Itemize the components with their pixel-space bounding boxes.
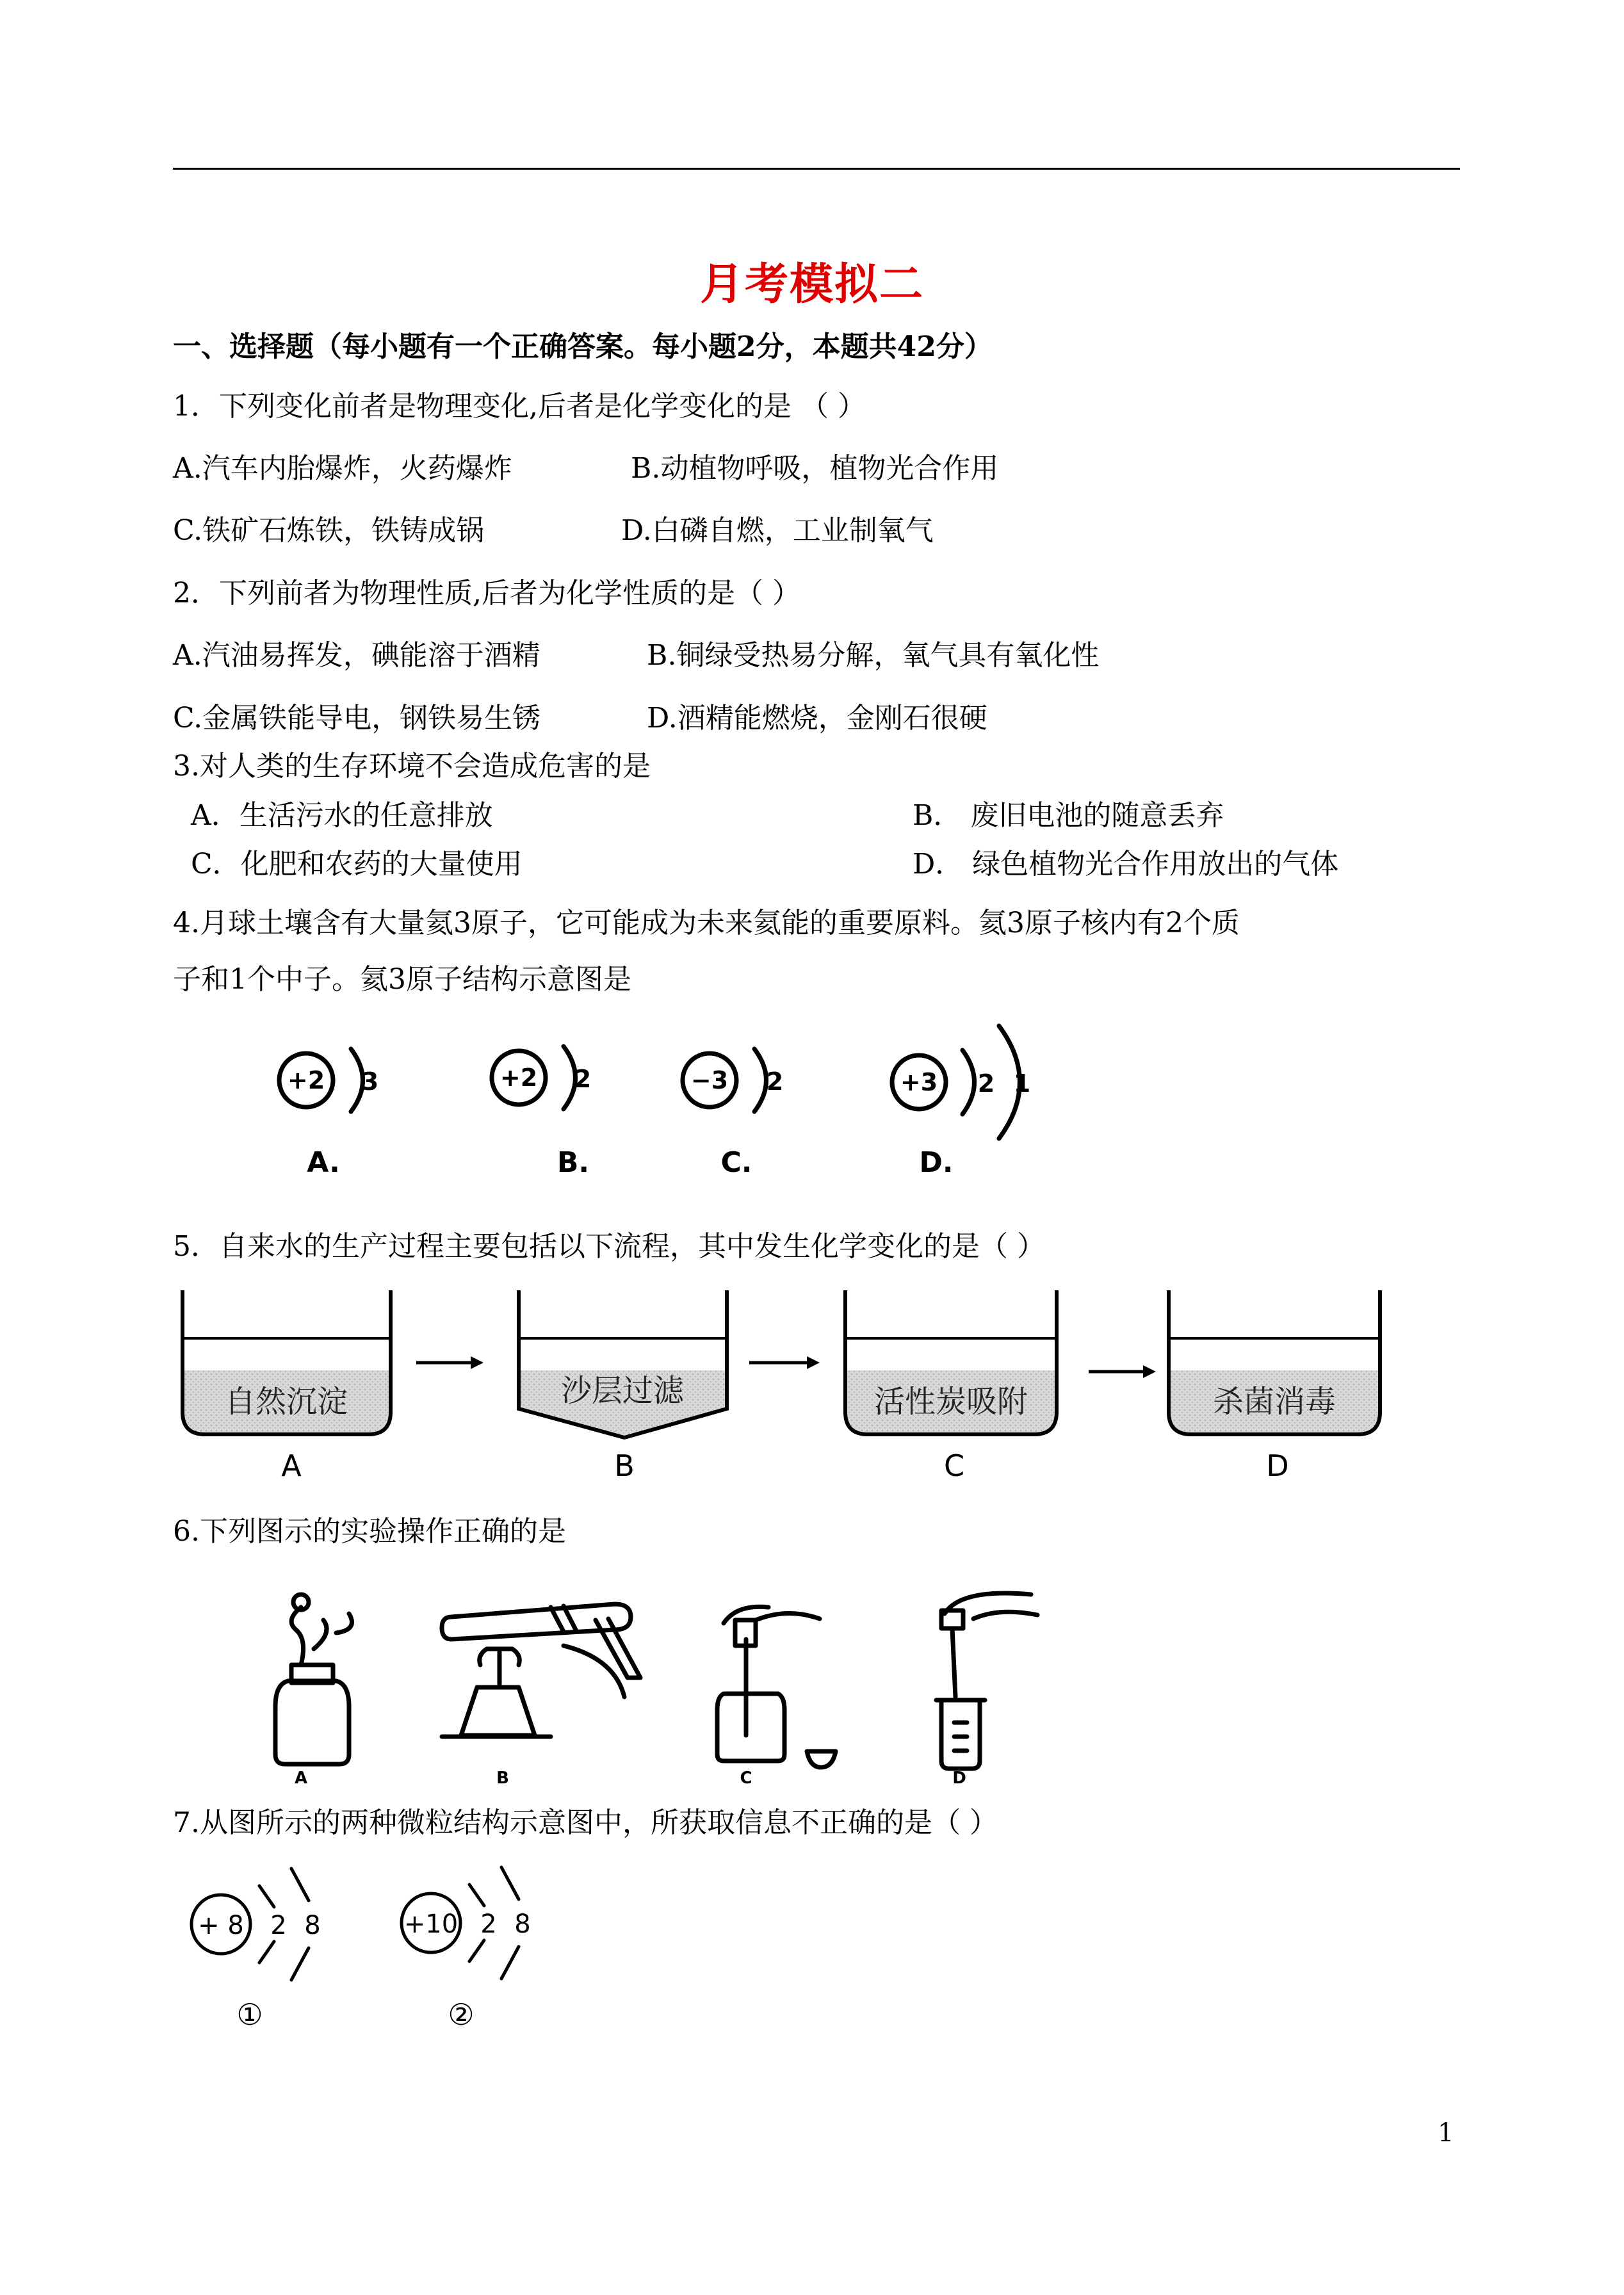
q7-p1-shell-2: 8: [304, 1911, 321, 1940]
q6-label-c: C: [740, 1769, 752, 1787]
q7-p2-label: ②: [448, 1997, 475, 2032]
q4-d-nucleus: +3: [900, 1068, 938, 1096]
q7-p1-shell-1: 2: [270, 1911, 287, 1940]
q1-option-d: D.白磷自燃，工业制氧气: [621, 514, 934, 547]
q6-lab-operation-figures: [0, 1569, 1624, 1787]
q7-p1-shell2-bottom: [291, 1948, 309, 1980]
q5-step-b-text: 沙层过滤: [560, 1373, 685, 1409]
q7-p2-shell2-bottom: [501, 1947, 519, 1979]
q5-stem: 5．自来水的生产过程主要包括以下流程，其中发生化学变化的是（ ）: [173, 1230, 1045, 1263]
q4-b-nucleus: +2: [499, 1064, 538, 1092]
q6-label-d: D: [952, 1769, 966, 1787]
q7-p2-shell-2: 8: [514, 1910, 531, 1939]
q2-option-a: A.汽油易挥发，碘能溶于酒精: [173, 639, 540, 672]
q4-a-shell-1: 3: [361, 1067, 379, 1096]
q7-stem: 7.从图所示的两种微粒结构示意图中，所获取信息不正确的是（ ）: [173, 1806, 998, 1839]
q7-p1-label: ①: [236, 1997, 263, 2032]
q7-p1-shell1-bottom: [259, 1942, 274, 1963]
q7-p2-shell1-top: [469, 1885, 484, 1906]
q7-p1-shell2-top: [291, 1869, 309, 1901]
q6-stem: 6.下列图示的实验操作正确的是: [173, 1515, 566, 1548]
q4-d-shell-1: 2: [977, 1069, 995, 1098]
q7-p2-nucleus: +10: [403, 1910, 459, 1939]
q7-p2-shell2-top: [501, 1867, 519, 1899]
q5-step-a-text: 自然沉淀: [224, 1384, 348, 1420]
q7-particle-diagrams: [0, 1857, 1624, 2043]
q2-option-c: C.金属铁能导电，钢铁易生锈: [173, 702, 541, 734]
q1-stem: 1．下列变化前者是物理变化,后者是化学变化的是 （ ）: [173, 390, 866, 423]
q6-figure-c: [717, 1607, 836, 1767]
q4-c-shell-1: 2: [766, 1067, 784, 1096]
q4-d-label: D.: [919, 1146, 954, 1179]
q4-atom-diagrams: [0, 1018, 1624, 1197]
q2-option-d: D.酒精能燃烧，金刚石很硬: [647, 702, 987, 734]
q7-p2-shell1-bottom: [469, 1940, 484, 1961]
q7-p1-shell1-top: [259, 1886, 274, 1907]
q1-option-b: B.动植物呼吸，植物光合作用: [631, 452, 999, 485]
q6-label-b: B: [496, 1769, 509, 1787]
q4-stem-line2: 子和1个中子。氦3原子结构示意图是: [173, 963, 631, 996]
q3-stem: 3.对人类的生存环境不会造成危害的是: [173, 750, 651, 783]
q4-c-shell-arc: [754, 1049, 767, 1112]
q3-option-d: D． 绿色植物光合作用放出的气体: [913, 848, 1339, 880]
q3-option-c: C．化肥和农药的大量使用: [191, 848, 523, 880]
q5-label-d: D: [1266, 1448, 1289, 1483]
q6-figure-a: [275, 1594, 352, 1764]
q6-figure-d: [936, 1593, 1037, 1769]
q4-a-label: A.: [307, 1146, 340, 1179]
q4-d-shell-2: 1: [1013, 1069, 1031, 1098]
page-title: 月考模拟二: [699, 259, 924, 310]
q6-label-a: A: [294, 1769, 308, 1787]
q3-option-b: B． 废旧电池的随意丢弃: [913, 799, 1224, 832]
q4-b-shell-arc: [564, 1046, 576, 1109]
q7-p1-nucleus: + 8: [198, 1911, 244, 1940]
q7-p2-shell-1: 2: [480, 1910, 497, 1939]
q4-stem-line1: 4.月球土壤含有大量氦3原子，它可能成为未来氦能的重要原料。氦3原子核内有2个质: [173, 907, 1240, 939]
q4-b-shell-1: 2: [574, 1065, 592, 1093]
q4-d-shell-arc-1: [962, 1050, 975, 1114]
q5-label-a: A: [281, 1448, 302, 1483]
q3-option-a: A．生活污水的任意排放: [191, 799, 493, 832]
q2-stem: 2．下列前者为物理性质,后者为化学性质的是（ ）: [173, 577, 800, 610]
section-heading: 一、选择题（每小题有一个正确答案。每小题2分，本题共42分）: [173, 330, 993, 363]
q1-option-a: A.汽车内胎爆炸，火药爆炸: [173, 452, 512, 485]
q4-a-nucleus: +2: [287, 1066, 325, 1094]
q5-step-c-text: 活性炭吸附: [873, 1384, 1028, 1420]
q1-option-c: C.铁矿石炼铁，铁铸成锅: [173, 514, 485, 547]
q4-c-nucleus: −3: [690, 1066, 729, 1094]
q4-a-shell-arc: [351, 1049, 363, 1112]
q2-option-b: B.铜绿受热易分解，氧气具有氧化性: [647, 639, 1100, 672]
q4-c-label: C.: [720, 1146, 752, 1179]
header-rule: [173, 168, 1460, 170]
q5-label-b: B: [614, 1448, 635, 1483]
q5-arrow-1: [416, 1356, 483, 1369]
q6-figure-b: [442, 1604, 640, 1737]
q4-b-label: B.: [556, 1146, 590, 1179]
q5-tank-b: [519, 1290, 727, 1438]
q5-step-d-text: 杀菌消毒: [1212, 1384, 1336, 1420]
q5-arrow-2: [749, 1356, 820, 1369]
q5-label-c: C: [943, 1448, 965, 1483]
q5-arrow-3: [1089, 1365, 1156, 1378]
page-number: 1: [1438, 2118, 1454, 2148]
q5-water-flow-diagram: [0, 1281, 1624, 1492]
